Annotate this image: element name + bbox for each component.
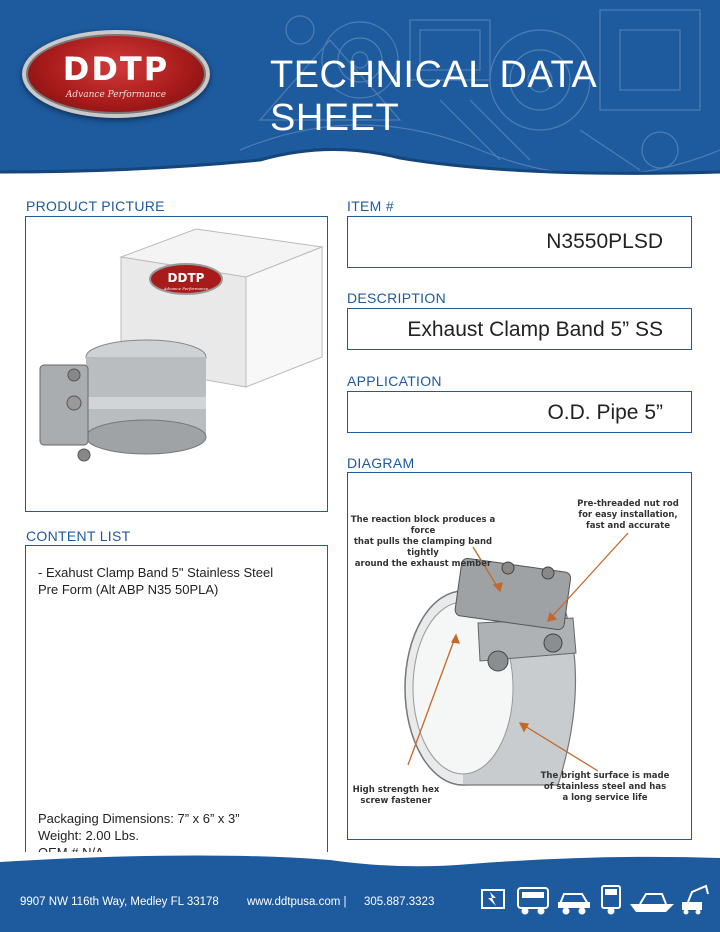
footer-phone[interactable]: 305.887.3323 <box>364 896 435 908</box>
truck-icon <box>602 886 620 914</box>
box-logo-text: DDTP <box>167 271 205 285</box>
content-list-label: CONTENT LIST <box>26 528 131 544</box>
diagram-box <box>347 472 692 840</box>
description-value: Exhaust Clamp Band 5” SS <box>407 318 663 341</box>
product-picture-box <box>25 216 328 512</box>
item-box <box>347 216 692 268</box>
logo-tagline: Advance Performance <box>65 90 167 100</box>
diagram-label: DIAGRAM <box>347 455 415 471</box>
ddtp-logo[interactable] <box>22 30 210 118</box>
weight: Weight: 2.00 Lbs. <box>38 828 139 843</box>
logo-text: DDTP <box>62 50 170 88</box>
excavator-icon <box>682 886 708 914</box>
callout-bright-surface: The bright surface is made of stainless steel and has a long service life <box>540 771 670 803</box>
callout-reaction-block: The reaction block produces a force that pulls the clamping band tightly around the exhaust member <box>350 515 496 569</box>
packaging-dimensions: Packaging Dimensions: 7” x 6” x 3” <box>38 811 240 826</box>
callout-hex-screw: High strength hex screw fastener <box>352 785 440 806</box>
item-label: ITEM # <box>347 198 394 214</box>
bus-icon <box>518 888 548 914</box>
generator-icon <box>482 890 504 908</box>
footer-banner <box>0 852 720 932</box>
item-number: N3550PLSD <box>546 230 663 253</box>
description-label: DESCRIPTION <box>347 290 446 306</box>
product-image <box>26 217 327 511</box>
footer-address: 9907 NW 116th Way, Medley FL 33178 <box>20 896 219 908</box>
product-picture-label: PRODUCT PICTURE <box>26 198 165 214</box>
page-title: TECHNICAL DATA SHEET <box>270 54 596 139</box>
footer-vehicle-icons <box>478 880 710 920</box>
callout-nut-rod: Pre-threaded nut rod for easy installation, fast and accurate <box>577 499 679 531</box>
application-value: O.D. Pipe 5” <box>547 401 663 424</box>
footer-website[interactable]: www.ddtpusa.com | <box>247 896 347 908</box>
header-banner <box>0 0 720 185</box>
car-icon <box>558 894 590 914</box>
box-logo-tagline: Advance Performance <box>163 286 209 291</box>
application-label: APPLICATION <box>347 373 442 389</box>
content-line-1: - Exahust Clamp Band 5" Stainless Steel <box>38 565 274 580</box>
description-box <box>347 308 692 350</box>
content-line-2: Pre Form (Alt ABP N35 50PLA) <box>38 582 219 597</box>
application-box <box>347 391 692 433</box>
boat-icon <box>630 894 674 912</box>
